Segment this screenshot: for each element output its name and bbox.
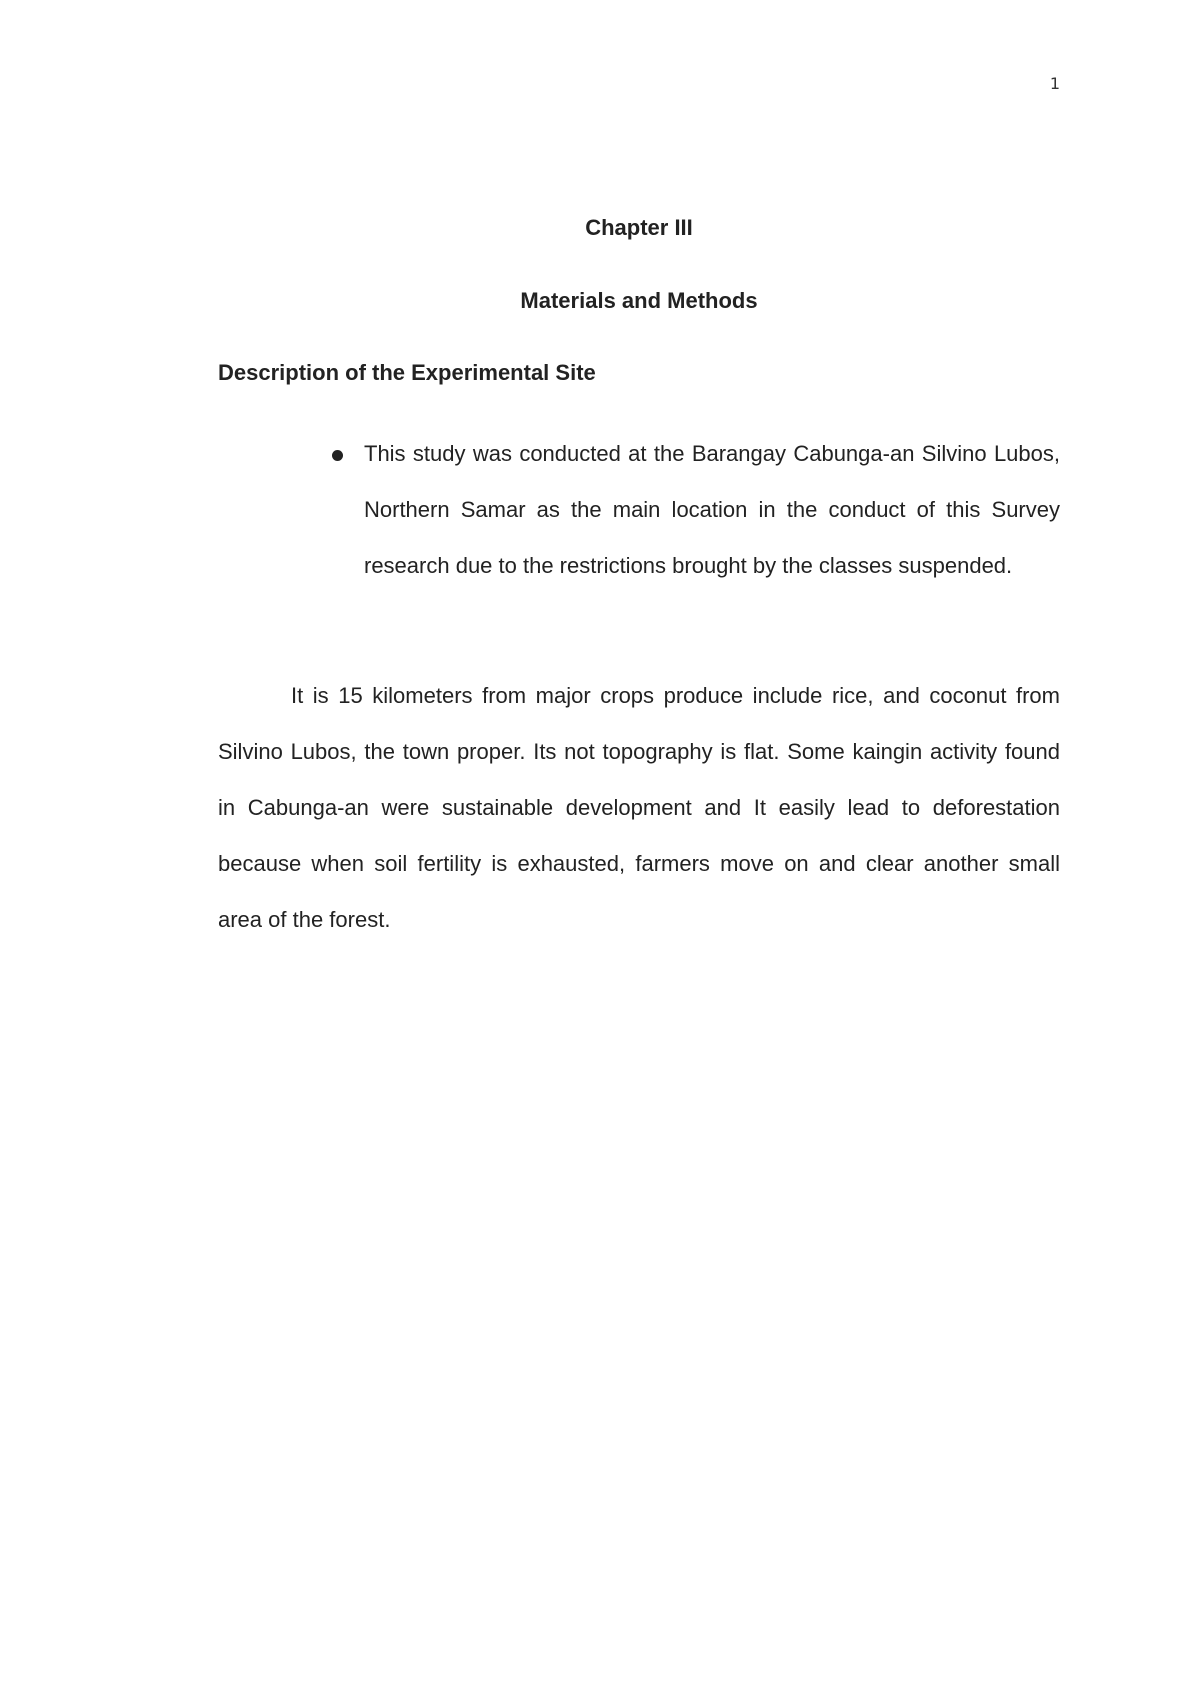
bullet-icon [332,450,343,461]
bullet-list [218,426,1060,594]
section-title: Materials and Methods [520,288,758,313]
list-item [218,426,1060,594]
body-paragraph: It is 15 kilometers from major crops produce include rice, and coconut from Silvino Lubos, the town proper. Its not topography is flat. Some kaingin activity found in Cabunga-an were sustainable development and It easily lead to deforestation because when soil fertility is exhausted, farmers move on and clear another small area of the forest. [218,683,1060,932]
chapter-title: Chapter III [585,215,693,240]
bullet-text: This study was conducted at the Barangay Cabunga-an Silvino Lubos, Northern Samar as the main location in the conduct of this Survey research due to the restrictions brought by the classes suspended. [364,441,1060,578]
page-number: 1 [1049,74,1060,93]
subsection-title: Description of the Experimental Site [218,360,596,385]
